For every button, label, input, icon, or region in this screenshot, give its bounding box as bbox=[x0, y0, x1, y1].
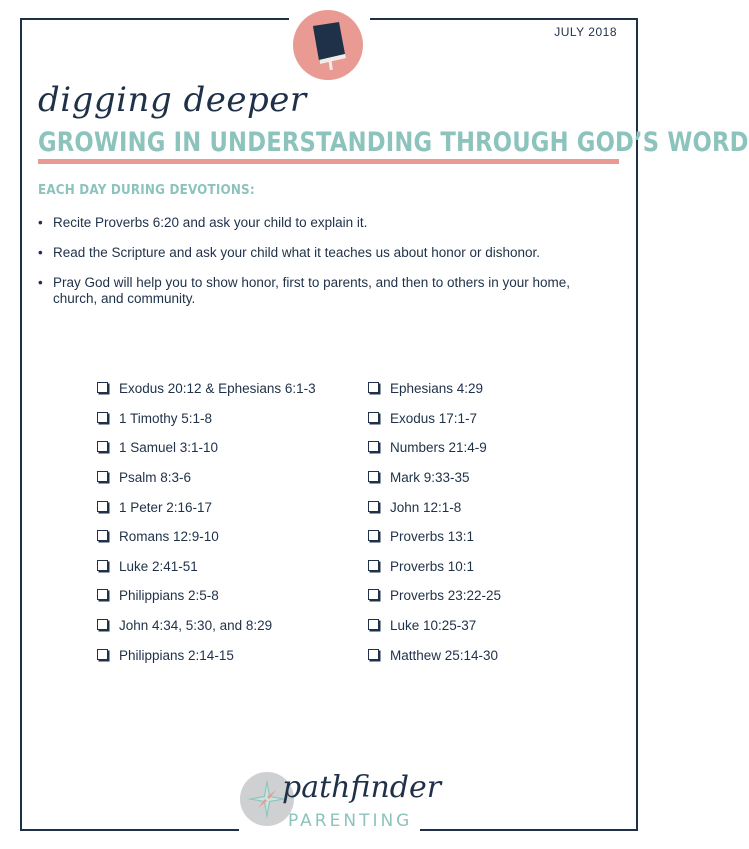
checkbox-icon[interactable] bbox=[97, 501, 108, 512]
reading-label: Philippians 2:14-15 bbox=[119, 647, 234, 663]
reading-label: Proverbs 13:1 bbox=[390, 529, 475, 545]
checkbox-icon[interactable] bbox=[368, 589, 379, 600]
bullet-dot-icon: • bbox=[38, 245, 43, 260]
checkbox-icon[interactable] bbox=[368, 412, 379, 423]
checkbox-icon[interactable] bbox=[368, 382, 379, 393]
reading-label: Luke 2:41-51 bbox=[119, 558, 198, 574]
checkbox-icon[interactable] bbox=[368, 649, 379, 660]
frame-top-left bbox=[20, 18, 289, 20]
devotion-item bbox=[38, 275, 608, 307]
devotion-text: Read the Scripture and ask your child what it teaches us about honor or dishonor. bbox=[53, 245, 541, 260]
checkbox-icon[interactable] bbox=[97, 530, 108, 541]
checkbox-icon[interactable] bbox=[97, 412, 108, 423]
reading-label: Ephesians 4:29 bbox=[390, 381, 484, 397]
frame-bottom-left bbox=[20, 829, 239, 831]
reading-label: Proverbs 23:22-25 bbox=[390, 588, 502, 604]
reading-item[interactable] bbox=[97, 581, 367, 611]
title-rule bbox=[38, 159, 619, 164]
checkbox-icon[interactable] bbox=[368, 501, 379, 512]
devotions-heading: EACH DAY DURING DEVOTIONS: bbox=[38, 183, 255, 198]
devotion-item bbox=[38, 215, 608, 231]
reading-label: Exodus 20:12 & Ephesians 6:1-3 bbox=[119, 381, 316, 397]
reading-item[interactable] bbox=[368, 611, 638, 641]
checkbox-icon[interactable] bbox=[97, 560, 108, 571]
reading-item[interactable] bbox=[97, 374, 367, 404]
bullet-dot-icon: • bbox=[38, 275, 43, 290]
reading-label: Philippians 2:5-8 bbox=[119, 588, 219, 604]
checkbox-icon[interactable] bbox=[97, 589, 108, 600]
reading-label: Numbers 21:4-9 bbox=[390, 440, 487, 456]
reading-item[interactable] bbox=[368, 492, 638, 522]
reading-item[interactable] bbox=[368, 404, 638, 434]
checkbox-icon[interactable] bbox=[97, 619, 108, 630]
reading-label: Psalm 8:3-6 bbox=[119, 470, 192, 486]
checkbox-icon[interactable] bbox=[368, 560, 379, 571]
checkbox-icon[interactable] bbox=[368, 441, 379, 452]
devotion-text: Recite Proverbs 6:20 and ask your child to explain it. bbox=[53, 215, 368, 230]
reading-item[interactable] bbox=[97, 433, 367, 463]
reading-checklist-left bbox=[97, 374, 367, 670]
frame-left bbox=[20, 18, 22, 831]
checkbox-icon[interactable] bbox=[368, 530, 379, 541]
reading-checklist-right bbox=[368, 374, 638, 670]
frame-top-right bbox=[370, 18, 638, 20]
checkbox-icon[interactable] bbox=[97, 649, 108, 660]
reading-label: 1 Samuel 3:1-10 bbox=[119, 440, 219, 456]
reading-label: John 12:1-8 bbox=[390, 499, 462, 515]
reading-item[interactable] bbox=[97, 640, 367, 670]
reading-item[interactable] bbox=[97, 552, 367, 582]
reading-label: John 4:34, 5:30, and 8:29 bbox=[119, 618, 273, 634]
reading-item[interactable] bbox=[368, 374, 638, 404]
reading-label: Exodus 17:1-7 bbox=[390, 410, 478, 426]
reading-item[interactable] bbox=[368, 463, 638, 493]
reading-label: 1 Timothy 5:1-8 bbox=[119, 410, 213, 426]
reading-item[interactable] bbox=[97, 611, 367, 641]
reading-item[interactable] bbox=[368, 433, 638, 463]
issue-date: JULY 2018 bbox=[554, 25, 617, 39]
reading-item[interactable] bbox=[97, 522, 367, 552]
reading-label: 1 Peter 2:16-17 bbox=[119, 499, 213, 515]
bullet-dot-icon: • bbox=[38, 215, 43, 230]
reading-label: Matthew 25:14-30 bbox=[390, 647, 499, 663]
devotions-list bbox=[38, 215, 608, 321]
script-title: digging deeper bbox=[38, 80, 307, 120]
reading-label: Mark 9:33-35 bbox=[390, 470, 470, 486]
checkbox-icon[interactable] bbox=[368, 619, 379, 630]
checkbox-icon[interactable] bbox=[97, 382, 108, 393]
reading-item[interactable] bbox=[368, 640, 638, 670]
reading-label: Romans 12:9-10 bbox=[119, 529, 219, 545]
reading-label: Proverbs 10:1 bbox=[390, 558, 475, 574]
logo-script-text: pathfinder bbox=[282, 770, 442, 805]
reading-item[interactable] bbox=[97, 404, 367, 434]
page-subtitle: GROWING IN UNDERSTANDING THROUGH GOD’S WORD bbox=[38, 127, 749, 158]
reading-item[interactable] bbox=[97, 492, 367, 522]
checkbox-icon[interactable] bbox=[97, 471, 108, 482]
bible-badge bbox=[293, 10, 363, 80]
checkbox-icon[interactable] bbox=[97, 441, 108, 452]
logo-caps-text: PARENTING bbox=[288, 811, 413, 831]
checkbox-icon[interactable] bbox=[368, 471, 379, 482]
reading-item[interactable] bbox=[97, 463, 367, 493]
bible-icon bbox=[305, 20, 351, 70]
reading-label: Luke 10:25-37 bbox=[390, 618, 477, 634]
frame-bottom-right bbox=[420, 829, 638, 831]
devotion-text: Pray God will help you to show honor, first to parents, and then to others in your home, church, and community. bbox=[53, 275, 571, 306]
reading-item[interactable] bbox=[368, 552, 638, 582]
reading-item[interactable] bbox=[368, 522, 638, 552]
devotion-item bbox=[38, 245, 608, 261]
reading-item[interactable] bbox=[368, 581, 638, 611]
